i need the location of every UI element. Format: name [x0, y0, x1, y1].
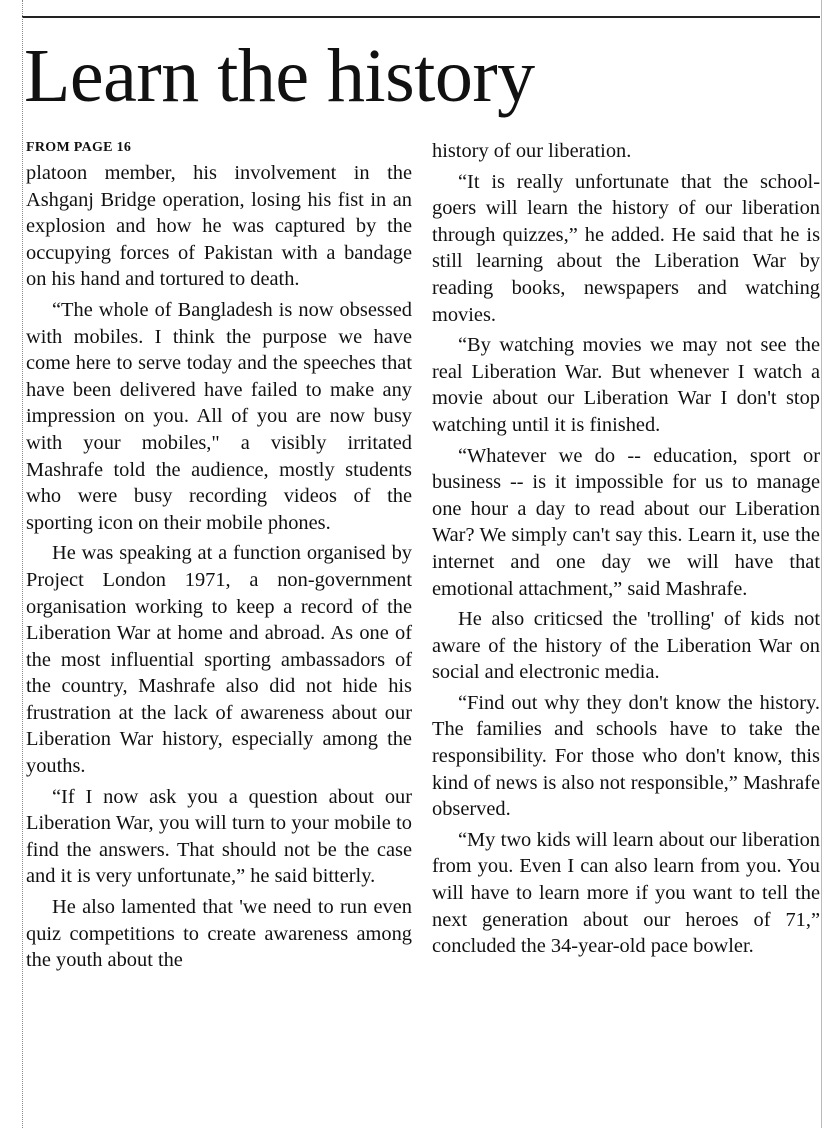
paragraph: “The whole of Bangladesh is now obsessed with mobiles. I think the purpose we have come here to serve today and the speeches that have been delivered have failed to make any impression on you. All of you are now busy with your mobiles," a visibly irritated Mashrafe told the audience, mostly students who were busy recording videos of the sporting icon on their mobile phones. [26, 298, 412, 534]
paragraph: “If I now ask you a question about our Liberation War, you will turn to your mobile to find the answers. That should not be the case and it is very unfortunate,” he said bitterly. [26, 785, 412, 888]
paragraph: “By watching movies we may not see the real Liberation War. But whenever I watch a movie about our Liberation War I don't stop watching until it is finished. [432, 334, 820, 436]
paragraph: He also lamented that 'we need to run even quiz competitions to create awareness among the youth about the [26, 896, 412, 972]
top-rule [22, 16, 820, 18]
paragraph: “Find out why they don't know the history. The families and schools have to take the responsibility. For those who don't know, this kind of news is also not responsible,” Mashrafe observed. [432, 691, 820, 821]
paragraph: “My two kids will learn about our liberation from you. Even I can also learn from you. You will have to learn more if you want to tell the next generation about our heroes of 71,” concluded the 34-year-old pace bowler. [432, 828, 820, 958]
paragraph: history of our liberation. [432, 140, 632, 162]
article-column-right [432, 138, 820, 960]
paragraph: “Whatever we do -- education, sport or business -- is it impossible for us to manage one hour a day to read about our Liberation War? We simply can't say this. Learn it, use the internet and one day we will have that emotional attachment,” said Mashrafe. [432, 444, 820, 600]
paragraph: “It is really unfortunate that the school-goers will learn the history of our liberation through quizzes,” he added. He said that he is still learning about the Liberation War by reading books, newspapers and watching movies. [432, 170, 820, 326]
right-margin-rule [821, 0, 822, 1128]
paragraph: He was speaking at a function organised by Project London 1971, a non-government organisation working to keep a record of the Liberation War at home and abroad. As one of the most influential sporting ambassadors of the country, Mashrafe also did not hide his frustration at the lack of awareness about our Liberation War history, especially among the youths. [26, 542, 412, 778]
continued-from-label: FROM PAGE 16 [26, 140, 132, 155]
headline: Learn the history [24, 34, 535, 118]
paragraph: He also criticsed the 'trolling' of kids not aware of the history of the Liberation War on social and electronic media. [432, 608, 820, 684]
left-margin-rule [22, 0, 23, 1128]
article-column-left [26, 138, 412, 974]
paragraph: platoon member, his involvement in the Ashganj Bridge operation, losing his fist in an explosion and how he was captured by the occupying forces of Pakistan with a bandage on his hand and tortured to death. [26, 162, 412, 291]
